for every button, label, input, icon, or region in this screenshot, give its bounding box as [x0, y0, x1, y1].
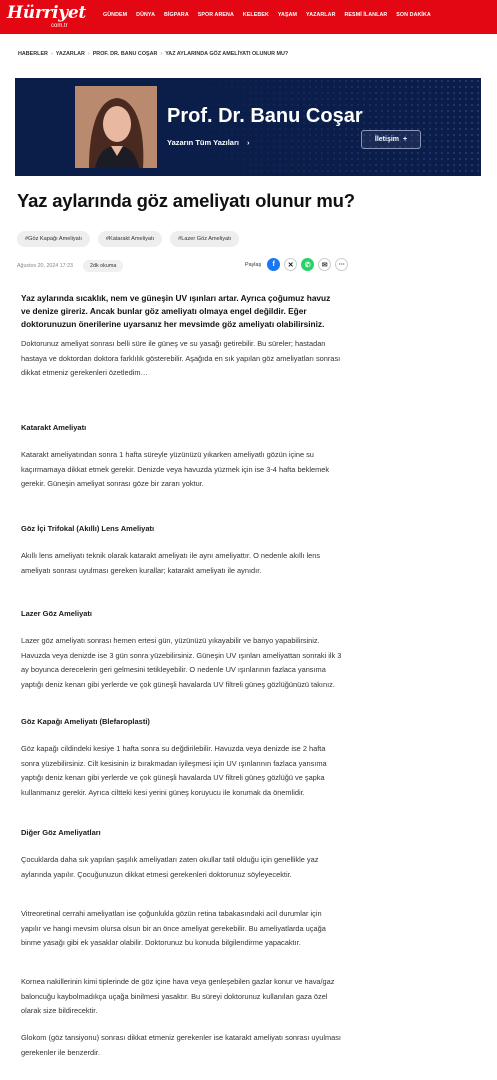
heading-trifokal: Göz İçi Trifokal (Akıllı) Lens Ameliyatı: [21, 524, 155, 533]
author-photo[interactable]: [75, 86, 157, 168]
logo-domain: com.tr: [51, 23, 68, 29]
breadcrumb: [18, 51, 288, 57]
paragraph-diger-2: Vitreoretinal cerrahi ameliyatları ise çoğunlukla gözün retina tabakasındaki acil durumlar için yapılır ve hangi mevsim olursa olsun bir an önce ameliyat gerekebilir. Bu ameliyatlarda uçağa binme yasağı gibi ek yasaklar olabilir. Doktorunuz bu konuda bilgilendirme yapacaktır.: [21, 909, 326, 948]
share-label: Paylaş: [245, 261, 262, 268]
nav-item-resmi-ilanlar[interactable]: RESMİ İLANLAR: [344, 12, 388, 18]
chevron-right-icon: ›: [246, 138, 250, 147]
more-icon[interactable]: ⋯: [335, 258, 348, 271]
nav-item-son-dakika[interactable]: SON DAKİKA: [396, 12, 431, 18]
nav-item-kelebek[interactable]: KELEBEK: [242, 12, 269, 18]
whatsapp-icon[interactable]: ✆: [301, 258, 314, 271]
read-time-badge: 2dk okuma: [83, 260, 123, 272]
author-banner: [15, 78, 481, 176]
tag-goz-kapagi[interactable]: #Göz Kapağı Ameliyatı: [17, 231, 90, 247]
facebook-icon[interactable]: f: [267, 258, 280, 271]
paragraph-blefaroplasti: Göz kapağı cildindeki kesiye 1 hafta sonra su değdirilebilir. Havuzda veya denizde ise 2 hafta sonra yüzebilirsiniz. Cilt kesisinin iz bırakmadan iyileşmesi için UV ışınlarının fazlaca yansıma yaptığı deniz kenarı gibi yerlerde ve çok güneşli havalarda UV filtreli güneş gözlüğü ve şapka kullanmanız gerekir. Ayrıca ciltteki kesi yerini güneş koruyucu ile korumak da önemlidir.: [21, 744, 327, 798]
article-title: Yaz aylarında göz ameliyatı olunur mu?: [17, 190, 355, 211]
x-icon[interactable]: ✕: [284, 258, 297, 271]
contact-label: İletişim: [374, 136, 400, 143]
breadcrumb-yazarlar[interactable]: YAZARLAR: [55, 51, 85, 57]
tag-katarakt[interactable]: #Katarakt Ameliyatı: [98, 231, 162, 247]
paragraph-katarakt: Katarakt ameliyatından sonra 1 hafta süreyle yüzünüzü yıkarken ameliyatlı gözün içine su kaçırmamaya dikkat etmek gerekir. Denizde veya havuzda yüzmek için ise 3-4 hafta beklemek gerekir. Güneşin ameliyat sonrası göze bir zararı yoktur.: [21, 450, 330, 489]
paragraph-diger-4: Glokom (göz tansiyonu) sonrası dikkat etmeniz gerekenler ise katarakt ameliyatı sonrası uyulması gerekenler ile benzerdir.: [21, 1033, 341, 1057]
breadcrumb-separator-icon: ›: [87, 51, 90, 57]
nav-item-gundem[interactable]: GÜNDEM: [103, 12, 128, 18]
publish-date: Ağustos 20, 2024 17:23: [17, 263, 73, 269]
mail-icon[interactable]: ✉: [318, 258, 331, 271]
all-posts-label: Yazarın Tüm Yazıları: [167, 138, 239, 147]
nav-item-yasam[interactable]: YAŞAM: [277, 12, 298, 18]
heading-blefaroplasti: Göz Kapağı Ameliyatı (Blefaroplasti): [21, 717, 150, 726]
author-photo-image: [75, 86, 157, 168]
top-navigation-bar: [0, 0, 497, 34]
tag-list: [17, 231, 239, 247]
author-name[interactable]: Prof. Dr. Banu Coşar: [167, 105, 363, 127]
all-posts-link[interactable]: [167, 138, 249, 147]
paragraph-lazer: Lazer göz ameliyatı sonrası hemen ertesi gün, yüzünüzü yıkayabilir ve banyo yapabilirsiniz. Havuzda veya denizde ise 3 gün sonra yüzebilirsiniz. Güneşin UV ışınları ameliyattan sonraki ilk 3 ay boyunca derecelerin geri gelmesini tetikleyebilir. O nedenle UV ışınlarının fazlaca yansıma yaptığı deniz kenarı gibi yerlerde ve çok güneşli havalarda UV filtreli güneş gözlüğünüzü takınız.: [21, 636, 342, 690]
paragraph-intro: Doktorunuz ameliyat sonrası belli süre ile güneş ve su yasağı getirebilir. Bu süreler; hastadan hastaya ve doktordan doktora farklılık gösterebilir. Aşağıda en sık yapılan göz ameliyatları sonrası dikkat etmeniz gerekenleri özetledim…: [21, 339, 341, 378]
nav-item-spor-arena[interactable]: SPOR ARENA: [197, 12, 234, 18]
breadcrumb-haberler[interactable]: HABERLER: [18, 51, 48, 57]
paragraph-diger-1: Çocuklarda daha sık yapılan şaşılık ameliyatları zaten okullar tatil olduğu için genellikle yaz aylarında yapılır. Çocuğunuzun dikkat etmesi gerekenleri doktorunuz söyleyecektir.: [21, 855, 319, 879]
nav-item-yazarlar[interactable]: YAZARLAR: [306, 12, 336, 18]
logo-text: Hürriyet: [7, 3, 86, 23]
heading-katarakt: Katarakt Ameliyatı: [21, 423, 87, 432]
breadcrumb-separator-icon: ›: [50, 51, 53, 57]
article-lead: Yaz aylarında sıcaklık, nem ve güneşin UV ışınları artar. Ayrıca çoğumuz havuz ve denize gireriz. Ancak bunlar göz ameliyatı olmaya engel değildir. Eğer doktorunuzun önerilerine uyarsanız her mevsimde göz ameliyatı olabilirsiniz.: [21, 293, 331, 330]
paragraph-trifokal: Akıllı lens ameliyatı teknik olarak katarakt ameliyatı ile aynı ameliyattır. O nedenle akıllı lens ameliyatı sonrası uyulması gereken kurallar; katarakt ameliyatı ile aynıdır.: [21, 551, 321, 575]
share-bar: [245, 258, 348, 271]
nav-item-bigpara[interactable]: BİGPARA: [164, 12, 189, 18]
breadcrumb-separator-icon: ›: [160, 51, 163, 57]
breadcrumb-author[interactable]: PROF. DR. BANU COŞAR: [92, 51, 158, 57]
paragraph-diger-3: Kornea nakillerinin kimi tiplerinde de göz içine hava veya genleşebilen gazlar konur ve hava/gaz baloncuğu kaybolmadıkça uçağa binilmesi yasaktır. Bu süreyi doktorunuz kullanılan gaza özel olarak size bildirecektir.: [21, 977, 335, 1016]
nav-item-dunya[interactable]: DÜNYA: [136, 12, 156, 18]
contact-button[interactable]: [361, 130, 421, 149]
heading-lazer: Lazer Göz Ameliyatı: [21, 609, 92, 618]
site-logo[interactable]: [7, 3, 86, 29]
main-nav: [103, 12, 431, 18]
heading-diger: Diğer Göz Ameliyatları: [21, 828, 101, 837]
plus-icon: +: [403, 136, 408, 143]
tag-lazer[interactable]: #Lazer Göz Ameliyatı: [170, 231, 239, 247]
breadcrumb-current: YAZ AYLARINDA GÖZ AMELİYATI OLUNUR MU?: [165, 51, 289, 57]
